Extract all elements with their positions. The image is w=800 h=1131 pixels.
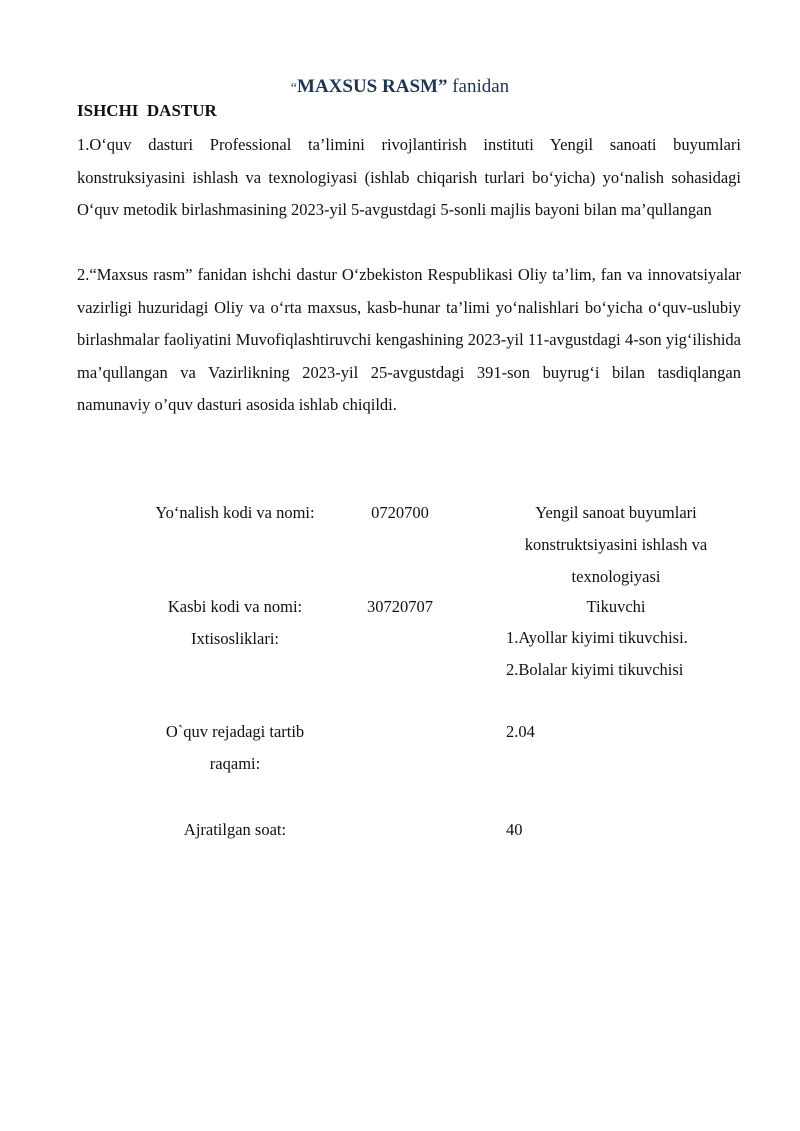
direction-code: 0720700 — [371, 503, 429, 522]
specialty-1: 1.Ayollar kiyimi tikuvchisi. — [506, 628, 688, 647]
direction-name: Yengil sanoat buyumlari konstruktsiyasini ishlash va texnologiyasi — [524, 503, 708, 586]
profession-name: Tikuvchi — [586, 597, 646, 616]
hours-value: 40 — [506, 820, 523, 839]
order-label: O`quv rejadagi tartib raqami: — [165, 722, 305, 773]
document-title — [0, 76, 800, 98]
direction-label: Yo‘nalish kodi va nomi: — [155, 503, 315, 522]
order-value: 2.04 — [506, 722, 535, 741]
paragraph-1: 1.O‘quv dasturi Professional ta’limini rivojlantirish instituti Yengil sanoati buyumlari konstruksiyasini ishlash va texnologiyasi (ishlab chiqarish turlari bo‘yicha) yo‘nalish sohasidagi O‘quv metodik birlashmasining 2023-yil 5-avgustdagi 5-sonli majlis bayoni bilan ma’qullangan — [77, 135, 741, 220]
profession-label: Kasbi kodi va nomi: — [167, 597, 303, 616]
title-open-quote: “ — [290, 81, 298, 96]
title-subject: MAXSUS RASM” — [297, 76, 448, 97]
paragraph-2: 2.“Maxsus rasm” fanidan ishchi dastur O‘zbekiston Respublikasi Oliy ta’lim, fan va innovatsiyalar vazirligi huzuridagi Oliy va o‘rta maxsus, kasb-hunar ta’limi yo‘nalishlari bo‘yicha o‘quv-uslubiy birlashmalar faoliyatini Muvofiqlashtiruvchi kengashining 2023-yil 11-avgustdagi 4-son yig‘ilishida ma’qullangan va Vazirlikning 2023-yil 25-avgustdagi 391-son buyrug‘i bilan tasdiqlangan namunaviy o’quv dasturi asosida ishlab chiqildi. — [77, 265, 741, 415]
title-suffix: fanidan — [447, 76, 510, 97]
specialty-2: 2.Bolalar kiyimi tikuvchisi — [506, 660, 684, 679]
hours-label: Ajratilgan soat: — [183, 820, 287, 839]
specialties-label: Ixtisosliklari: — [191, 629, 279, 648]
document-heading: ISHCHI DASTUR — [77, 101, 217, 120]
profession-code: 30720707 — [367, 597, 433, 616]
